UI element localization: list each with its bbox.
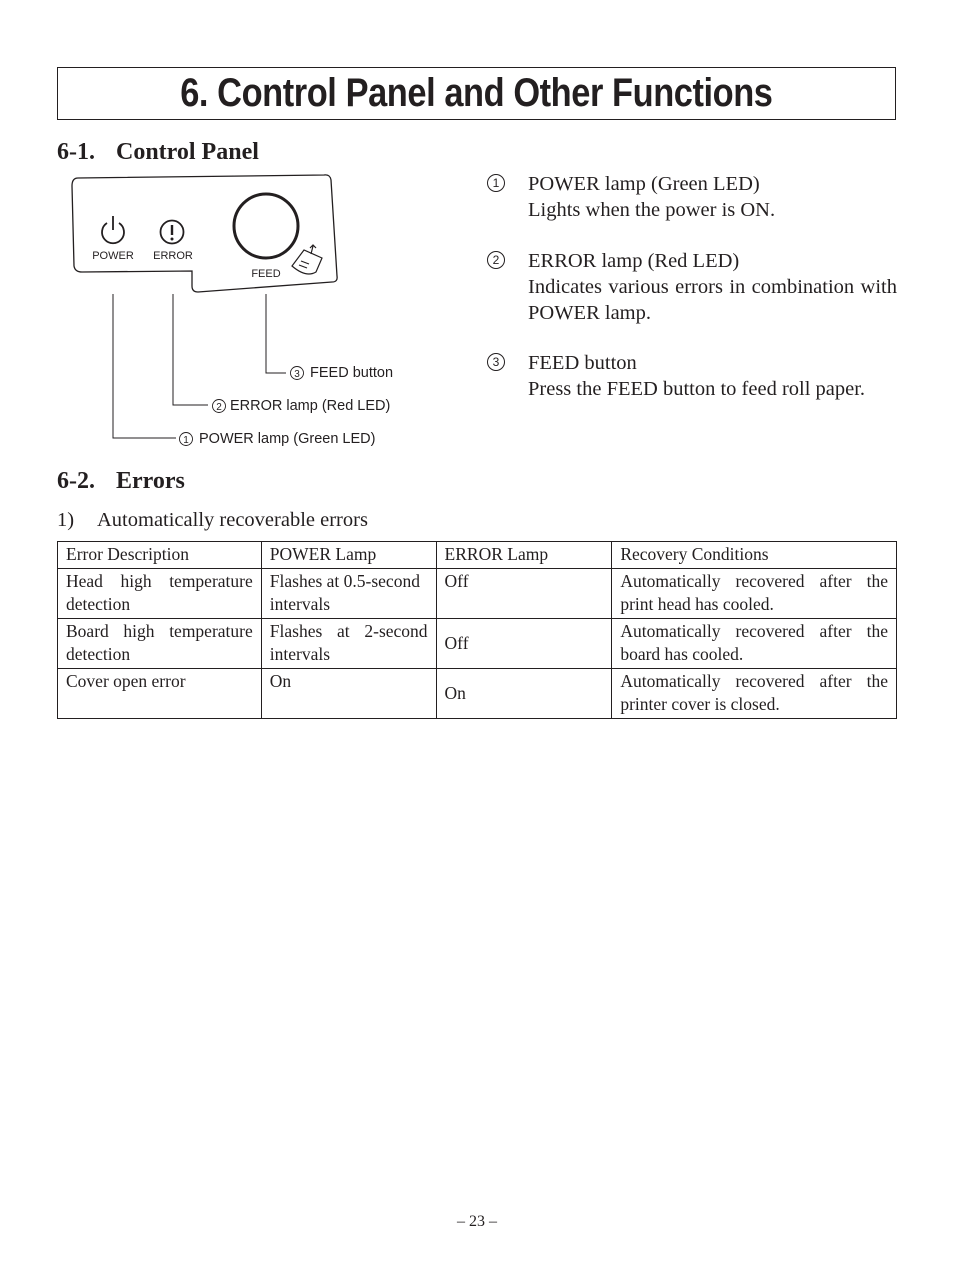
- table-cell: Automatically recovered after the print head has cooled.: [612, 569, 897, 619]
- power-icon: [102, 216, 124, 243]
- table-header-cell: POWER Lamp: [261, 542, 436, 569]
- callout-number: 2: [216, 402, 222, 413]
- item-text: Indicates various errors in combination with POWER lamp.: [528, 276, 897, 324]
- callout-line-error: [173, 294, 208, 405]
- table-cell: Board high temperature detection: [58, 619, 262, 669]
- error-icon: [161, 221, 184, 244]
- section-number: 6-2.: [57, 468, 95, 494]
- table-cell: Off: [436, 619, 612, 669]
- item-text: Press the FEED button to feed roll paper.: [528, 378, 866, 400]
- section-number: 6-1.: [57, 139, 95, 165]
- table-cell: Cover open error: [58, 669, 262, 719]
- item-number-circle: 3: [487, 353, 505, 371]
- table-cell: Flashes at 0.5-second intervals: [261, 569, 436, 619]
- subsection-heading: [57, 509, 368, 532]
- item-number-circle: 2: [487, 251, 505, 269]
- page-title-box: [57, 67, 896, 120]
- item-title: ERROR lamp (Red LED): [528, 250, 740, 272]
- callout-text: ERROR lamp (Red LED): [230, 398, 391, 414]
- item-text: Lights when the power is ON.: [528, 199, 776, 221]
- callout-line-feed: [266, 294, 286, 373]
- callout-power: [180, 431, 376, 447]
- panel-label-feed: FEED: [251, 268, 281, 280]
- item-title: FEED button: [528, 352, 637, 374]
- table-cell: Off: [436, 569, 612, 619]
- section-title: Errors: [116, 468, 185, 494]
- table-cell: Flashes at 2-second intervals: [261, 619, 436, 669]
- table-cell: Head high temperature detection: [58, 569, 262, 619]
- callout-text: POWER lamp (Green LED): [199, 431, 376, 447]
- callout-text: FEED button: [310, 365, 394, 381]
- control-panel-diagram: [60, 168, 420, 458]
- callout-line-power: [113, 294, 176, 438]
- table-cell: On: [436, 669, 612, 719]
- table-cell: On: [261, 669, 436, 719]
- subsection-number: 1): [57, 509, 75, 531]
- section-heading-errors: [57, 468, 185, 495]
- paper-feed-icon: [292, 245, 322, 274]
- description-power-lamp: [487, 171, 897, 223]
- callout-feed: [291, 365, 394, 381]
- table-row: [58, 569, 897, 619]
- errors-table: [57, 541, 897, 719]
- section-title: Control Panel: [116, 139, 259, 165]
- table-cell: Automatically recovered after the printer cover is closed.: [612, 669, 897, 719]
- callout-error: [213, 398, 391, 414]
- description-error-lamp: [487, 248, 897, 326]
- table-header-cell: Recovery Conditions: [612, 542, 897, 569]
- description-feed-button: [487, 350, 897, 402]
- subsection-title: Automatically recoverable errors: [97, 509, 368, 531]
- panel-label-error: ERROR: [153, 250, 193, 262]
- table-row: [58, 669, 897, 719]
- table-header-row: [58, 542, 897, 569]
- page-number: – 23 –: [457, 1213, 497, 1230]
- table-cell: Automatically recovered after the board has cooled.: [612, 619, 897, 669]
- item-number-circle: 1: [487, 174, 505, 192]
- table-header-cell: ERROR Lamp: [436, 542, 612, 569]
- callout-number: 1: [183, 435, 189, 446]
- page-title: 6. Control Panel and Other Functions: [180, 71, 773, 115]
- item-title: POWER lamp (Green LED): [528, 173, 760, 195]
- callout-number: 3: [294, 369, 300, 380]
- table-header-cell: Error Description: [58, 542, 262, 569]
- feed-button: [234, 194, 298, 258]
- section-heading-control-panel: [57, 139, 259, 166]
- table-row: [58, 619, 897, 669]
- panel-label-power: POWER: [92, 250, 134, 262]
